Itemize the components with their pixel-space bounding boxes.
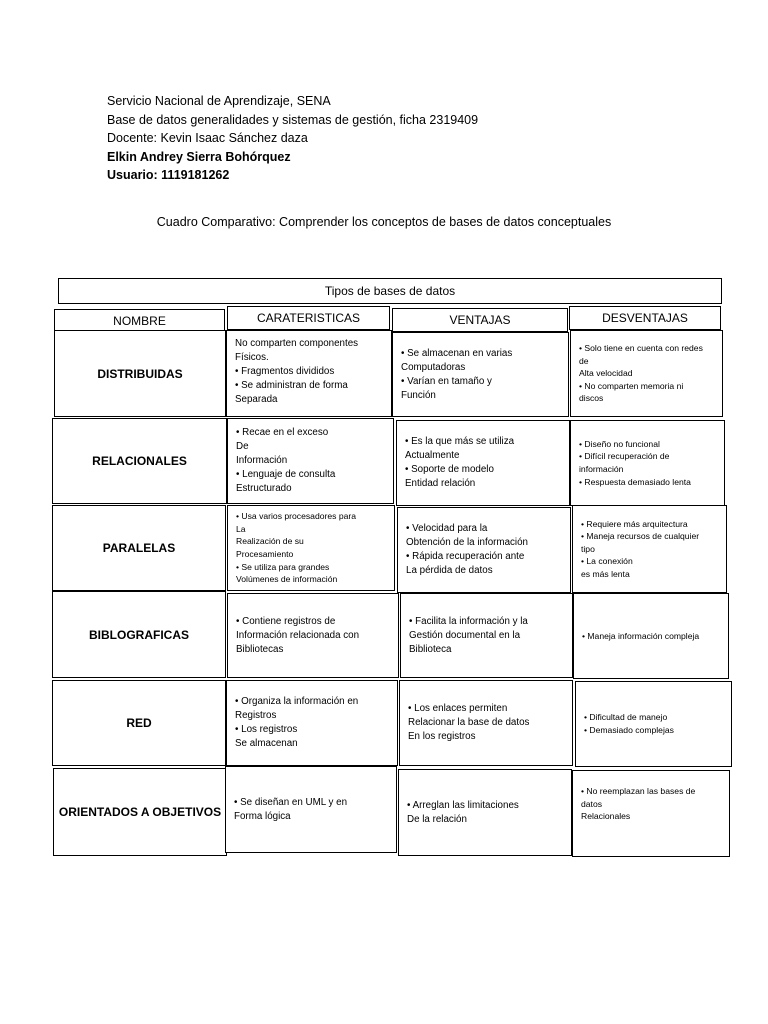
cell-line: Forma lógica [234, 810, 291, 822]
header-caracteristicas [227, 306, 390, 330]
cell-line: • Se diseñan en UML y en [234, 796, 348, 808]
cell-ventajas [396, 420, 570, 506]
cell-line: datos [581, 798, 603, 809]
cell-line: • Demasiado complejas [584, 725, 674, 735]
document-subtitle: Cuadro Comparativo: Comprender los conceptos de bases de datos conceptuales [156, 215, 612, 229]
cell-line: Bibliotecas [236, 643, 284, 655]
cell-line: • Solo tiene en cuenta con redes [579, 343, 703, 354]
cell-line: • Diseño no funcional [579, 438, 660, 449]
header-desventajas-label: DESVENTAJAS [602, 311, 688, 325]
cell-caracteristicas [227, 593, 399, 678]
cell-line: Información [236, 455, 288, 466]
table-title-text: Tipos de bases de datos [324, 284, 456, 298]
course-line: Base de datos generalidades y sistemas de gestión, ficha 2319409 [107, 112, 479, 127]
cell-line: • Los registros [235, 724, 298, 735]
cell-caracteristicas [226, 330, 392, 417]
institution-line: Servicio Nacional de Aprendizaje, SENA [107, 94, 331, 108]
cell-line: • Requiere más arquitectura [581, 518, 688, 529]
cell-line: La pérdida de datos [406, 565, 493, 576]
cell-line: • Dificultad de manejo [584, 712, 668, 723]
cell-line: Procesamiento [236, 549, 294, 559]
cell-line: • Maneja información compleja [582, 630, 700, 641]
table-title [58, 278, 722, 304]
cell-line: Registros [235, 710, 277, 721]
cell-ventajas [397, 507, 571, 593]
cell-line: • Usa varios procesadores para [236, 511, 357, 522]
cell-line: es más lenta [581, 568, 630, 579]
row-name-label: PARALELAS [102, 541, 176, 555]
row-name-label: DISTRIBUIDAS [97, 366, 183, 381]
cell-line: La [236, 523, 246, 534]
cell-line: Actualmente [405, 450, 460, 461]
cell-caracteristicas [227, 505, 395, 591]
row-name-red [52, 680, 226, 766]
cell-line: discos [579, 393, 604, 404]
cell-desventajas [570, 330, 723, 417]
cell-line: Relacionar la base de datos [408, 717, 530, 728]
cell-line: • Varían en tamaño y [401, 375, 492, 387]
cell-desventajas [570, 420, 725, 506]
cell-caracteristicas [227, 418, 394, 504]
cell-line: • Los enlaces permiten [408, 703, 508, 714]
cell-line: • Recae en el exceso [236, 427, 329, 438]
cell-line: Relacionales [581, 811, 631, 822]
cell-line: • No reemplazan las bases de [581, 786, 696, 796]
cell-line: • Rápida recuperación ante [406, 551, 525, 562]
cell-line: • Difícil recuperación de [579, 451, 670, 462]
cell-line: Volúmenes de información [236, 574, 338, 585]
cell-line: Entidad relación [405, 478, 476, 489]
row-name-label: BIBLOGRAFICAS [89, 627, 189, 642]
row-name-relacionales [52, 418, 227, 504]
cell-line: Información relacionada con [236, 629, 360, 641]
row-name-label: RELACIONALES [92, 454, 187, 468]
cell-line: • Se utiliza para grandes [236, 561, 330, 572]
row-name-paralelas [52, 505, 226, 591]
cell-line: • Se almacenan en varias [401, 347, 513, 359]
cell-line: No comparten componentes [235, 338, 359, 349]
cell-line: • Respuesta demasiado lenta [579, 476, 691, 487]
header-ventajas [392, 308, 568, 332]
cell-line: Alta velocidad [579, 368, 633, 379]
header-nombre-label: NOMBRE [113, 314, 166, 328]
row-name-biblograficas [52, 591, 226, 678]
cell-line: • Lenguaje de consulta [236, 469, 336, 480]
cell-line: Obtención de la información [406, 537, 528, 548]
cell-line: Realización de su [236, 536, 304, 547]
cell-caracteristicas [225, 766, 397, 853]
cell-line: • Organiza la información en [235, 696, 359, 707]
cell-desventajas [572, 505, 727, 593]
header-caracteristicas-label: CARATERISTICAS [256, 311, 361, 325]
cell-line: • Maneja recursos de cualquier [581, 531, 700, 542]
user-id: Usuario: 1119181262 [107, 168, 230, 183]
cell-line: De [236, 441, 249, 452]
cell-line: Gestión documental en la [409, 629, 521, 641]
cell-desventajas [573, 593, 729, 679]
header-desventajas [569, 306, 721, 330]
cell-line: Biblioteca [409, 643, 452, 655]
cell-line: • Contiene registros de [236, 615, 336, 627]
cell-ventajas [400, 593, 573, 678]
cell-ventajas [399, 680, 573, 766]
cell-line: información [579, 464, 624, 474]
cell-line: • Se administran de forma [235, 380, 348, 391]
cell-line: de [579, 355, 589, 366]
cell-line: • Arreglan las limitaciones [407, 799, 519, 811]
row-name-label: RED [126, 716, 152, 730]
cell-ventajas [392, 332, 569, 417]
cell-line: En los registros [408, 731, 476, 742]
row-name-label: ORIENTADOS A OBJETIVOS [58, 805, 222, 819]
cell-line: • La conexión [581, 556, 633, 567]
cell-desventajas [572, 770, 730, 857]
row-name-orientados-objetivos [53, 768, 227, 856]
cell-line: Función [401, 389, 436, 401]
cell-line: Físicos. [235, 352, 269, 363]
cell-line: • Fragmentos divididos [235, 366, 335, 377]
cell-line: • No comparten memoria ni [579, 380, 684, 391]
teacher-line: Docente: Kevin Isaac Sánchez daza [107, 131, 308, 146]
cell-desventajas [575, 681, 732, 767]
student-name: Elkin Andrey Sierra Bohórquez [107, 149, 291, 164]
cell-caracteristicas [226, 680, 398, 766]
cell-line: Se almacenan [235, 738, 298, 749]
document-header [107, 92, 478, 185]
cell-line: • Facilita la información y la [409, 615, 528, 627]
cell-ventajas [398, 769, 572, 856]
header-ventajas-label: VENTAJAS [449, 313, 511, 327]
cell-line: • Es la que más se utiliza [405, 436, 515, 447]
cell-line: • Soporte de modelo [405, 464, 494, 475]
cell-line: Estructurado [236, 483, 292, 494]
cell-line: tipo [581, 543, 595, 554]
row-name-distribuidas [54, 330, 226, 417]
cell-line: Separada [235, 394, 278, 405]
cell-line: De la relación [407, 813, 467, 825]
cell-line: • Velocidad para la [406, 523, 488, 534]
cell-line: Computadoras [401, 361, 466, 373]
